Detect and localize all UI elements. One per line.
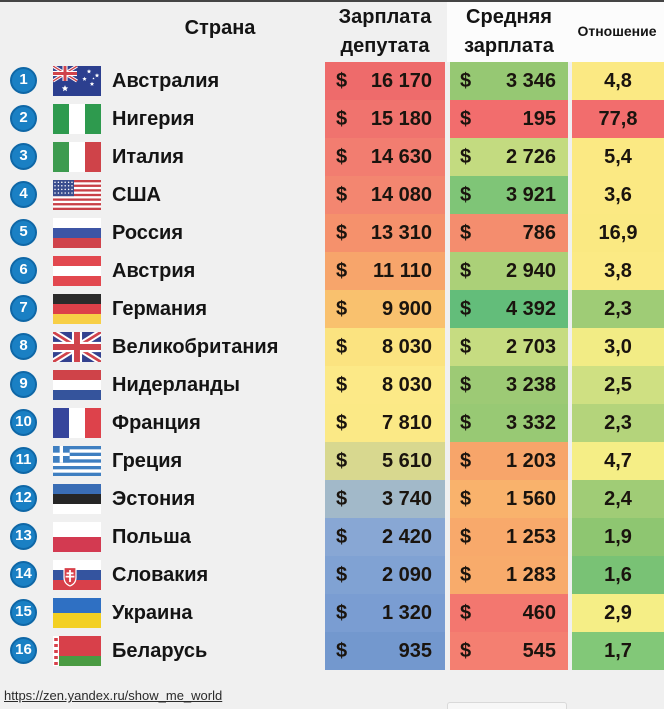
rank-badge	[10, 447, 37, 474]
average-salary-value: 786	[522, 221, 556, 244]
flag-slovakia	[53, 560, 101, 590]
flag-belarus	[53, 636, 101, 666]
table-row	[0, 252, 664, 290]
rank-badge	[10, 485, 37, 512]
currency-symbol: $	[336, 335, 348, 358]
deputy-salary-value: 8 030	[381, 373, 432, 396]
rank-badge	[10, 333, 37, 360]
deputy-salary-value: 935	[398, 639, 432, 662]
rank-badge	[10, 523, 37, 550]
deputy-salary-value: 14 630	[370, 145, 432, 168]
ratio-cell	[572, 62, 664, 100]
ratio-value: 2,4	[604, 487, 632, 510]
deputy-salary-value: 9 900	[381, 297, 432, 320]
column-header-deputy-salary	[322, 3, 448, 61]
ratio-value: 77,8	[598, 107, 638, 130]
average-salary-cell	[450, 556, 568, 594]
column-header-country: Страна	[184, 17, 256, 39]
currency-symbol: $	[336, 563, 348, 586]
currency-symbol: $	[336, 145, 348, 168]
deputy-salary-value: 14 080	[370, 183, 432, 206]
flag-nigeria	[53, 104, 101, 134]
ratio-cell	[572, 404, 664, 442]
rank-number: 3	[19, 147, 28, 164]
currency-symbol: $	[460, 221, 472, 244]
table-row	[0, 214, 664, 252]
ratio-value: 5,4	[604, 145, 632, 168]
average-salary-cell	[450, 594, 568, 632]
deputy-salary-cell	[325, 594, 445, 632]
currency-symbol: $	[336, 259, 348, 282]
country-name: Россия	[112, 222, 184, 244]
rank-number: 5	[19, 223, 28, 240]
ratio-value: 2,5	[604, 373, 632, 396]
ratio-cell	[572, 442, 664, 480]
rank-number: 14	[15, 565, 32, 582]
country-name: Нидерланды	[112, 374, 240, 396]
deputy-salary-value: 13 310	[370, 221, 432, 244]
ratio-cell	[572, 252, 664, 290]
deputy-salary-value: 16 170	[370, 69, 432, 92]
deputy-salary-value: 15 180	[370, 107, 432, 130]
deputy-salary-cell	[325, 290, 445, 328]
currency-symbol: $	[336, 601, 348, 624]
ratio-value: 3,0	[604, 335, 632, 358]
flag-estonia	[53, 484, 101, 514]
rank-badge	[10, 67, 37, 94]
table-row	[0, 518, 664, 556]
country-name: Австрия	[112, 260, 196, 282]
average-salary-value: 2 703	[505, 335, 556, 358]
currency-symbol: $	[460, 259, 472, 282]
deputy-salary-cell	[325, 632, 445, 670]
table-row	[0, 442, 664, 480]
currency-symbol: $	[336, 373, 348, 396]
currency-symbol: $	[460, 107, 472, 130]
country-name: Италия	[112, 146, 184, 168]
rank-badge	[10, 257, 37, 284]
deputy-salary-cell	[325, 100, 445, 138]
currency-symbol: $	[336, 449, 348, 472]
table-row	[0, 594, 664, 632]
flag-usa	[53, 180, 101, 210]
currency-symbol: $	[460, 183, 472, 206]
table-row	[0, 138, 664, 176]
country-name: Польша	[112, 526, 191, 548]
rank-badge	[10, 371, 37, 398]
ratio-cell	[572, 594, 664, 632]
ratio-value: 2,3	[604, 297, 632, 320]
table-row	[0, 366, 664, 404]
rank-number: 2	[19, 109, 28, 126]
flag-austria	[53, 256, 101, 286]
deputy-salary-value: 11 110	[373, 259, 432, 282]
ratio-value: 1,7	[604, 639, 632, 662]
column-header-average-salary	[448, 3, 570, 61]
ratio-cell	[572, 176, 664, 214]
ratio-value: 3,8	[604, 259, 632, 282]
column-header-average-salary-line1: Средняя	[466, 6, 552, 28]
average-salary-value: 460	[522, 601, 556, 624]
average-salary-value: 2 726	[505, 145, 556, 168]
table-row	[0, 290, 664, 328]
ratio-cell	[572, 480, 664, 518]
flag-italy	[53, 142, 101, 172]
table-row	[0, 404, 664, 442]
average-salary-value: 1 283	[505, 563, 556, 586]
country-name: Эстония	[112, 488, 196, 510]
deputy-salary-cell	[325, 62, 445, 100]
deputy-salary-value: 2 090	[381, 563, 432, 586]
ratio-value: 3,6	[604, 183, 632, 206]
average-salary-cell	[450, 62, 568, 100]
rank-badge	[10, 599, 37, 626]
rank-badge	[10, 561, 37, 588]
country-name: Франция	[112, 412, 201, 434]
country-name: Австралия	[112, 70, 220, 92]
rank-number: 6	[19, 261, 28, 278]
source-link[interactable]: https://zen.yandex.ru/show_me_world	[4, 688, 223, 703]
currency-symbol: $	[460, 563, 472, 586]
average-salary-value: 4 392	[505, 297, 556, 320]
flag-uk	[53, 332, 101, 362]
currency-symbol: $	[336, 525, 348, 548]
average-salary-cell	[450, 214, 568, 252]
country-name: Германия	[112, 298, 208, 320]
ratio-value: 4,8	[604, 69, 632, 92]
column-header-ratio: Отношение	[577, 23, 657, 39]
ratio-value: 1,9	[604, 525, 632, 548]
rank-number: 7	[19, 299, 28, 316]
deputy-salary-cell	[325, 556, 445, 594]
ratio-cell	[572, 366, 664, 404]
rank-number: 16	[15, 641, 32, 658]
currency-symbol: $	[336, 411, 348, 434]
country-name: Нигерия	[112, 108, 195, 130]
rank-badge	[10, 409, 37, 436]
average-salary-cell	[450, 328, 568, 366]
average-salary-cell	[450, 632, 568, 670]
ratio-value: 2,9	[604, 601, 632, 624]
currency-symbol: $	[460, 601, 472, 624]
deputy-salary-cell	[325, 404, 445, 442]
flag-poland	[53, 522, 101, 552]
column-header-average-salary-line2: зарплата	[464, 35, 554, 57]
country-name: Словакия	[112, 564, 209, 586]
rank-badge	[10, 181, 37, 208]
country-name: Великобритания	[112, 336, 279, 358]
currency-symbol: $	[336, 107, 348, 130]
deputy-salary-cell	[325, 214, 445, 252]
flag-netherlands	[53, 370, 101, 400]
currency-symbol: $	[336, 69, 348, 92]
rank-badge	[10, 105, 37, 132]
country-name: США	[112, 184, 161, 206]
flag-france	[53, 408, 101, 438]
table-body	[0, 62, 664, 670]
average-salary-value: 3 238	[505, 373, 556, 396]
table-row	[0, 632, 664, 670]
ratio-cell	[572, 100, 664, 138]
deputy-salary-value: 1 320	[381, 601, 432, 624]
rank-number: 8	[19, 337, 28, 354]
deputy-salary-cell	[325, 252, 445, 290]
currency-symbol: $	[336, 221, 348, 244]
rank-number: 11	[15, 451, 32, 468]
average-salary-cell	[450, 176, 568, 214]
currency-symbol: $	[460, 373, 472, 396]
average-salary-cell	[450, 480, 568, 518]
currency-symbol: $	[460, 297, 472, 320]
average-salary-value: 1 253	[505, 525, 556, 548]
ratio-cell	[572, 328, 664, 366]
flag-russia	[53, 218, 101, 248]
currency-symbol: $	[460, 411, 472, 434]
table-row	[0, 176, 664, 214]
ratio-cell	[572, 632, 664, 670]
average-salary-cell	[450, 518, 568, 556]
ratio-cell	[572, 214, 664, 252]
rank-badge	[10, 637, 37, 664]
currency-symbol: $	[336, 183, 348, 206]
country-name: Украина	[112, 602, 193, 624]
deputy-salary-value: 8 030	[381, 335, 432, 358]
rank-badge	[10, 143, 37, 170]
average-salary-value: 3 332	[505, 411, 556, 434]
rank-number: 10	[15, 413, 32, 430]
average-salary-value: 545	[522, 639, 556, 662]
deputy-salary-cell	[325, 442, 445, 480]
average-salary-value: 1 560	[505, 487, 556, 510]
deputy-salary-value: 2 420	[381, 525, 432, 548]
deputy-salary-cell	[325, 480, 445, 518]
average-salary-value: 1 203	[505, 449, 556, 472]
currency-symbol: $	[460, 449, 472, 472]
currency-symbol: $	[460, 145, 472, 168]
rank-number: 15	[15, 603, 32, 620]
deputy-salary-cell	[325, 138, 445, 176]
flag-greece	[53, 446, 101, 476]
table-row	[0, 480, 664, 518]
ratio-cell	[572, 290, 664, 328]
deputy-salary-cell	[325, 328, 445, 366]
flag-germany	[53, 294, 101, 324]
column-header-deputy-salary-line1: Зарплата	[338, 6, 432, 28]
average-salary-cell	[450, 290, 568, 328]
average-salary-cell	[450, 442, 568, 480]
ratio-cell	[572, 518, 664, 556]
rank-number: 1	[19, 71, 28, 88]
flag-ukraine	[53, 598, 101, 628]
currency-symbol: $	[460, 487, 472, 510]
currency-symbol: $	[460, 639, 472, 662]
average-salary-value: 195	[522, 107, 556, 130]
table-row	[0, 556, 664, 594]
currency-symbol: $	[460, 69, 472, 92]
average-salary-cell	[450, 100, 568, 138]
currency-symbol: $	[336, 487, 348, 510]
deputy-salary-cell	[325, 366, 445, 404]
rank-badge	[10, 295, 37, 322]
average-salary-value: 3 921	[505, 183, 556, 206]
average-salary-cell	[450, 404, 568, 442]
currency-symbol: $	[460, 525, 472, 548]
rank-number: 9	[19, 375, 28, 392]
country-name: Греция	[112, 450, 183, 472]
table-row	[0, 62, 664, 100]
column-header-deputy-salary-line2: депутата	[340, 35, 430, 57]
rank-number: 4	[19, 185, 28, 202]
rank-number: 13	[15, 527, 32, 544]
ratio-value: 16,9	[598, 221, 638, 244]
flag-australia	[53, 66, 101, 96]
currency-symbol: $	[336, 297, 348, 320]
currency-symbol: $	[460, 335, 472, 358]
average-salary-value: 3 346	[505, 69, 556, 92]
ratio-cell	[572, 556, 664, 594]
table-row	[0, 100, 664, 138]
ratio-value: 2,3	[604, 411, 632, 434]
average-salary-cell	[450, 138, 568, 176]
ratio-value: 1,6	[604, 563, 632, 586]
table-row	[0, 328, 664, 366]
rank-number: 12	[15, 489, 32, 506]
deputy-salary-value: 3 740	[381, 487, 432, 510]
deputy-salary-value: 5 610	[381, 449, 432, 472]
deputy-salary-cell	[325, 176, 445, 214]
deputy-salary-value: 7 810	[381, 411, 432, 434]
country-name: Беларусь	[112, 640, 208, 662]
currency-symbol: $	[336, 639, 348, 662]
average-salary-cell	[450, 366, 568, 404]
rank-badge	[10, 219, 37, 246]
ratio-cell	[572, 138, 664, 176]
deputy-salary-cell	[325, 518, 445, 556]
ratio-value: 4,7	[604, 449, 632, 472]
watermark-box	[447, 702, 567, 709]
average-salary-cell	[450, 252, 568, 290]
average-salary-value: 2 940	[505, 259, 556, 282]
